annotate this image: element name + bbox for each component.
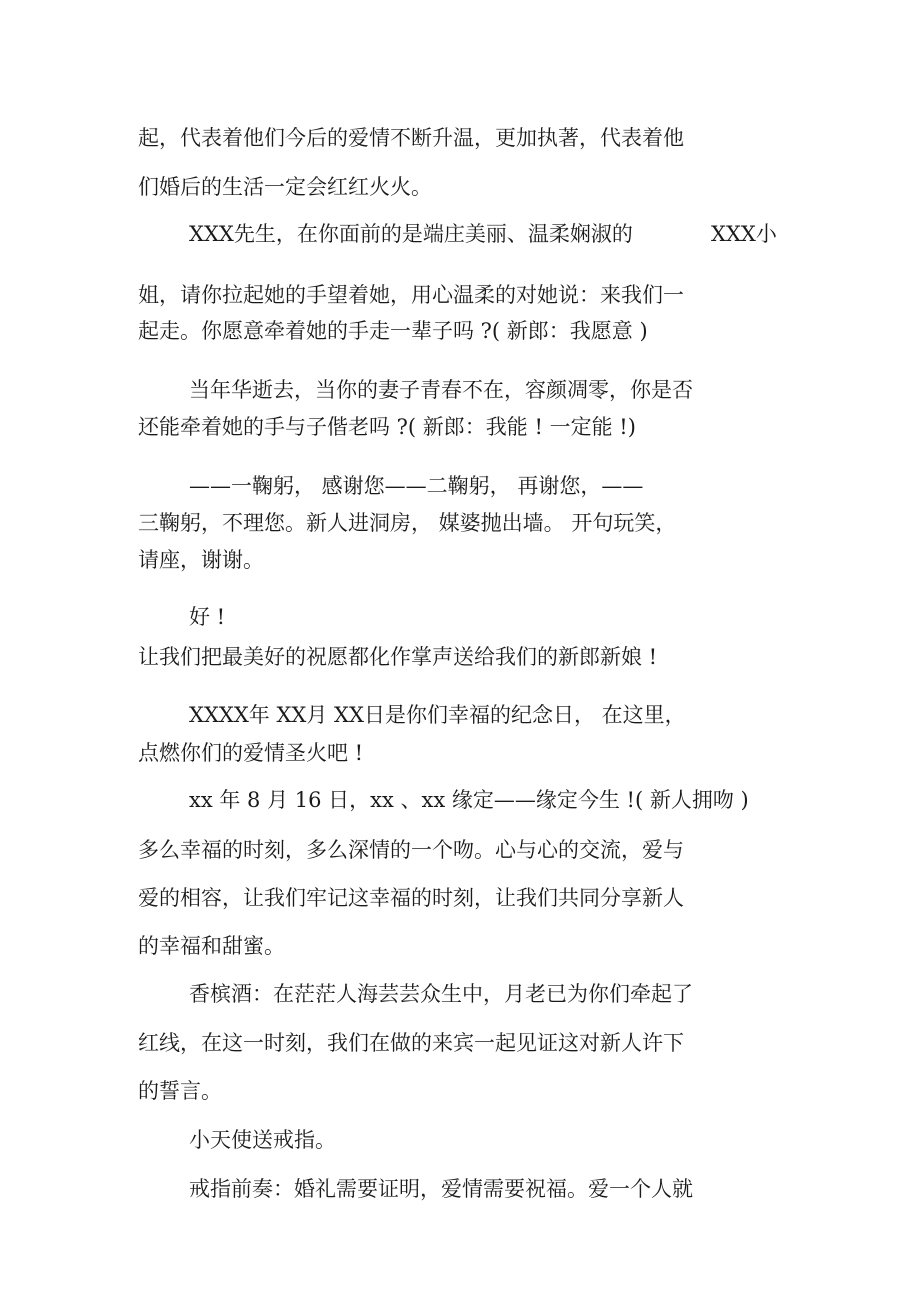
text-line: 红线，在这一时刻，我们在做的来宾一起见证这对新人许下 — [138, 1031, 684, 1055]
text-line: 小天使送戒指。 — [189, 1128, 336, 1152]
text-line: 当年华逝去，当你的妻子青春不在，容颜凋零，你是否 — [189, 378, 693, 402]
text-line-tail: XXX小 — [711, 222, 777, 246]
text-line: 点燃你们的爱情圣火吧 ! — [138, 741, 364, 765]
text-line: xx 年 8 月 16 日，xx 、xx 缘定——缘定今生 !( 新人拥吻 ) — [189, 788, 749, 812]
text-line: 请座，谢谢。 — [138, 548, 264, 572]
text-line: 让我们把最美好的祝愿都化作掌声送给我们的新郎新娘 ! — [138, 645, 658, 669]
text-line: 三鞠躬，不理您。新人进洞房， 媒婆抛出墙。 开句玩笑， — [138, 511, 677, 535]
text-line: 的誓言。 — [138, 1079, 222, 1103]
text-line: 爱的相容，让我们牢记这幸福的时刻，让我们共同分享新人 — [138, 886, 684, 910]
text-line: 起，代表着他们今后的爱情不断升温，更加执著，代表着他 — [138, 126, 684, 150]
text-line: ——一鞠躬， 感谢您——二鞠躬， 再谢您，—— — [189, 474, 644, 498]
text-line: 姐，请你拉起她的手望着她，用心温柔的对她说：来我们一 — [138, 283, 684, 307]
text-line: 起走。你愿意牵着她的手走一辈子吗 ?( 新郎：我愿意 ) — [138, 319, 648, 343]
text-line: 们婚后的生活一定会红红火火。 — [138, 175, 432, 199]
text-line: 戒指前奏：婚礼需要证明，爱情需要祝福。爱一个人就 — [189, 1177, 693, 1201]
text-line: 的幸福和甜蜜。 — [138, 934, 285, 958]
text-line: 还能牵着她的手与子偕老吗 ?( 新郎：我能 ! 一定能 !) — [138, 415, 636, 439]
text-line: XXXX年 XX月 XX日是你们幸福的纪念日， 在这里， — [189, 703, 686, 727]
text-line: XXX先生，在你面前的是端庄美丽、温柔娴淑的 — [189, 222, 633, 246]
text-line: 好 ! — [189, 605, 226, 629]
text-line: 香槟酒：在茫茫人海芸芸众生中，月老已为你们牵起了 — [189, 982, 693, 1006]
text-line: 多么幸福的时刻，多么深情的一个吻。心与心的交流，爱与 — [138, 838, 684, 862]
